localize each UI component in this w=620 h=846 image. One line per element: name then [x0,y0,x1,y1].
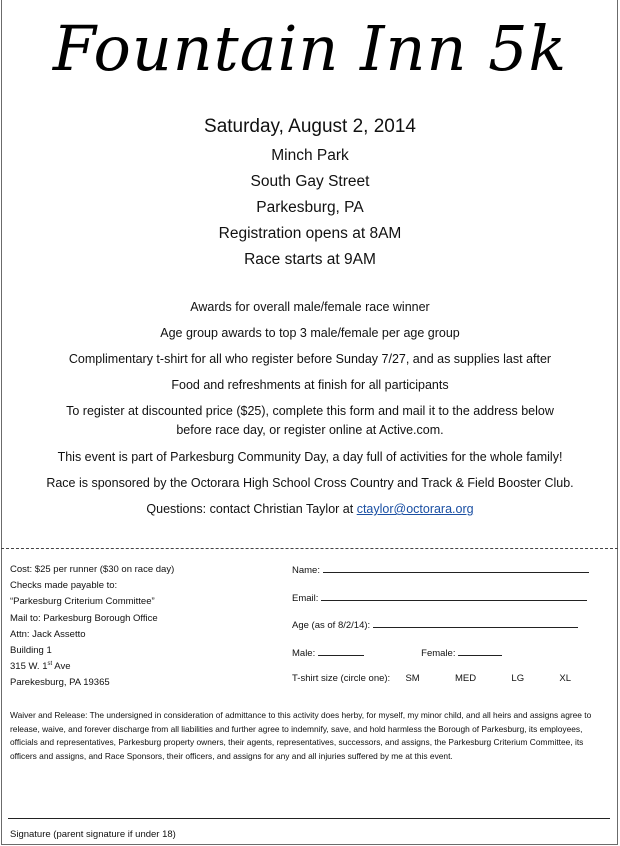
register-line-2: before race day, or register online at Active.com. [176,423,444,437]
awards-overall: Awards for overall male/female race winner [190,300,430,314]
race-start-time: Race starts at 9AM [244,251,376,268]
cost-text: Cost: $25 per runner ($30 on race day) [10,564,175,575]
event-date: Saturday, August 2, 2014 [204,116,416,137]
questions-line [0,500,620,519]
name-label: Name: [292,565,320,576]
register-line-1: To register at discounted price ($25), complete this form and mail it to the address below [66,404,554,418]
city-text: Parekesburg, PA 19365 [10,677,110,689]
location-park: Minch Park [271,147,349,164]
tshirt-size-field [292,673,571,684]
checks-payable-text: Checks made payable to: [10,580,118,592]
sponsor-note: Race is sponsored by the Octorara High School Cross Country and Track & Field Booster Club. [46,476,574,490]
location-city: Parkesburg, PA [256,199,364,216]
gender-field[interactable] [292,646,502,659]
attn-text: Attn: Jack Assetto [10,628,86,640]
size-option-med[interactable]: MED [455,673,477,684]
payment-info [10,562,174,692]
female-label: Female: [421,648,456,659]
age-label: Age (as of 8/2/14): [292,620,371,631]
food-note: Food and refreshments at finish for all participants [171,378,449,392]
email-label: Email: [292,593,319,604]
email-field[interactable] [292,591,587,604]
size-option-sm[interactable]: SM [405,673,420,684]
payee-text: “Parkesburg Criterium Committee” [10,596,155,608]
tshirt-size-label: T-shirt size (circle one): [292,673,391,684]
community-day-note: This event is part of Parkesburg Community Day, a day full of activities for the whole family! [57,450,563,464]
waiver-text: Waiver and Release: The undersigned in consideration of admittance to this activity does herby, for myself, my minor child, and all heirs and assigns agree to release, waive, and forever discharge from all liabilities and further agree to indemnify, save, and hold harmless the Borough of Parkesburg, its employees, officials and representatives, Parkesburg property owners, their agents, representatives, successors, and assigns, the Parkesburg Criterium Committee, its officers and assigns, and Race Sponsors, their officers, and assigns for any and all injuries suffered by me at this event. [10,710,592,761]
size-option-lg[interactable]: LG [511,673,525,684]
registration-time: Registration opens at 8AM [218,225,402,242]
street-address: 315 W. 1st Ave [10,661,71,673]
female-blank[interactable] [458,646,502,656]
name-field[interactable] [292,563,589,576]
email-link[interactable]: ctaylor@octorara.org [356,502,474,516]
name-blank[interactable] [323,563,589,573]
cut-line [1,548,618,549]
mail-to-text: Mail to: Parkesburg Borough Office [10,612,158,624]
signature-line[interactable] [8,818,610,819]
building-text: Building 1 [10,645,52,657]
age-field[interactable] [292,618,578,631]
male-blank[interactable] [318,646,364,656]
signature-label: Signature (parent signature if under 18) [10,829,176,840]
size-option-xl[interactable]: XL [559,673,571,684]
male-label: Male: [292,648,316,659]
age-blank[interactable] [373,618,578,628]
email-blank[interactable] [321,591,587,601]
age-group-awards: Age group awards to top 3 male/female per age group [160,326,460,340]
location-street: South Gay Street [250,173,370,190]
tshirt-note: Complimentary t-shirt for all who register before Sunday 7/27, and as supplies last after [68,352,552,366]
questions-text: Questions: contact Christian Taylor at [146,502,357,516]
page-title: Fountain Inn 5k [52,12,568,85]
